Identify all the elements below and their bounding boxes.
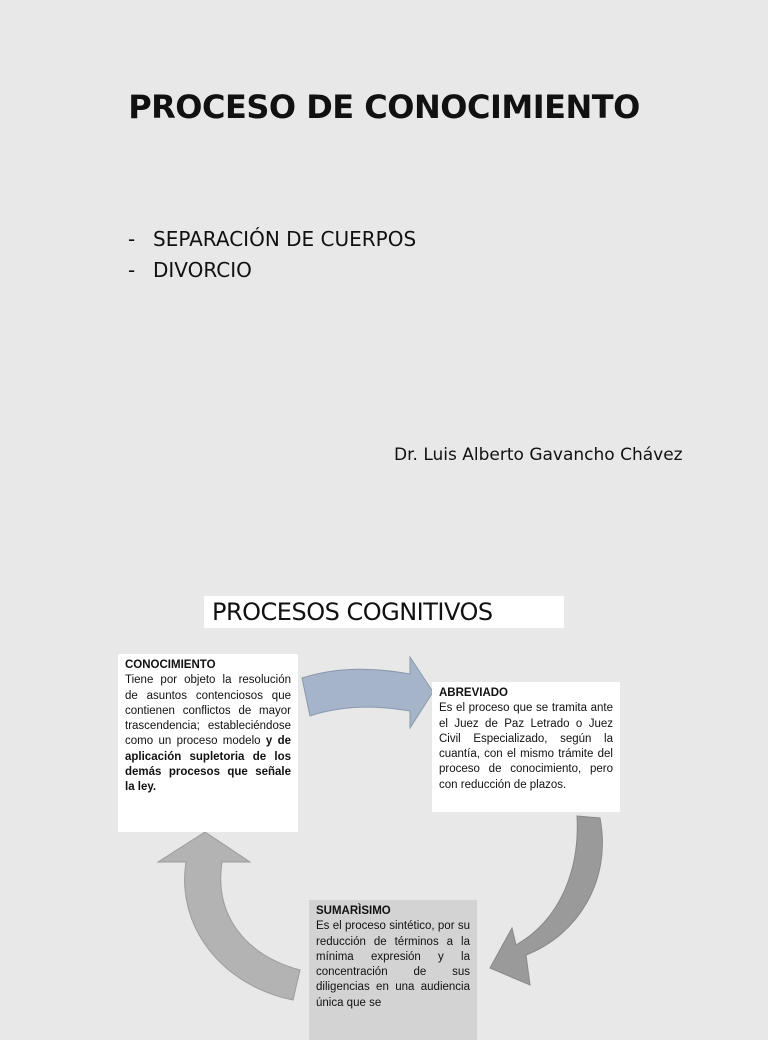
page-title: PROCESO DE CONOCIMIENTO (128, 88, 640, 126)
sumarisimo-box (309, 900, 477, 1040)
bullet-dash: - (128, 258, 136, 282)
abreviado-box (432, 682, 620, 812)
arrow-abreviado-to-sumarisimo (490, 816, 602, 985)
conocimiento-text: Tiene por objeto la resolución de asuntos contenciosos que contienen conflictos de mayor trascendencia; estableciéndose como un proceso modelo (125, 674, 291, 748)
abreviado-heading: ABREVIADO (439, 687, 509, 699)
conocimiento-bold-text: y de aplicación supletoria de los demás procesos que señale la ley. (125, 735, 292, 794)
list-item-text: SEPARACIÓN DE CUERPOS (153, 227, 417, 251)
bullet-dash: - (128, 227, 136, 251)
list-item-text: DIVORCIO (153, 258, 252, 282)
arrow-sumarisimo-to-conocimiento (158, 832, 300, 1000)
arrow-conocimiento-to-abreviado (302, 657, 433, 728)
conocimiento-heading: CONOCIMIENTO (125, 659, 216, 671)
abreviado-text: Es el proceso que se tramita ante el Juez de Paz Letrado o Juez Civil Especializado, según la cuantía, con el mismo trámite del proceso de conocimiento, pero con reducción de plazos. (439, 702, 613, 791)
sumarisimo-text: Es el proceso sintético, por su reducción de términos a la mínima expresión y la concentración de sus diligencias en una audiencia única que se (316, 920, 470, 1009)
conocimiento-box (118, 654, 298, 832)
section-title: PROCESOS COGNITIVOS (204, 596, 564, 628)
sumarisimo-heading: SUMARÌSIMO (316, 905, 391, 917)
author-name: Dr. Luis Alberto Gavancho Chávez (394, 445, 683, 465)
